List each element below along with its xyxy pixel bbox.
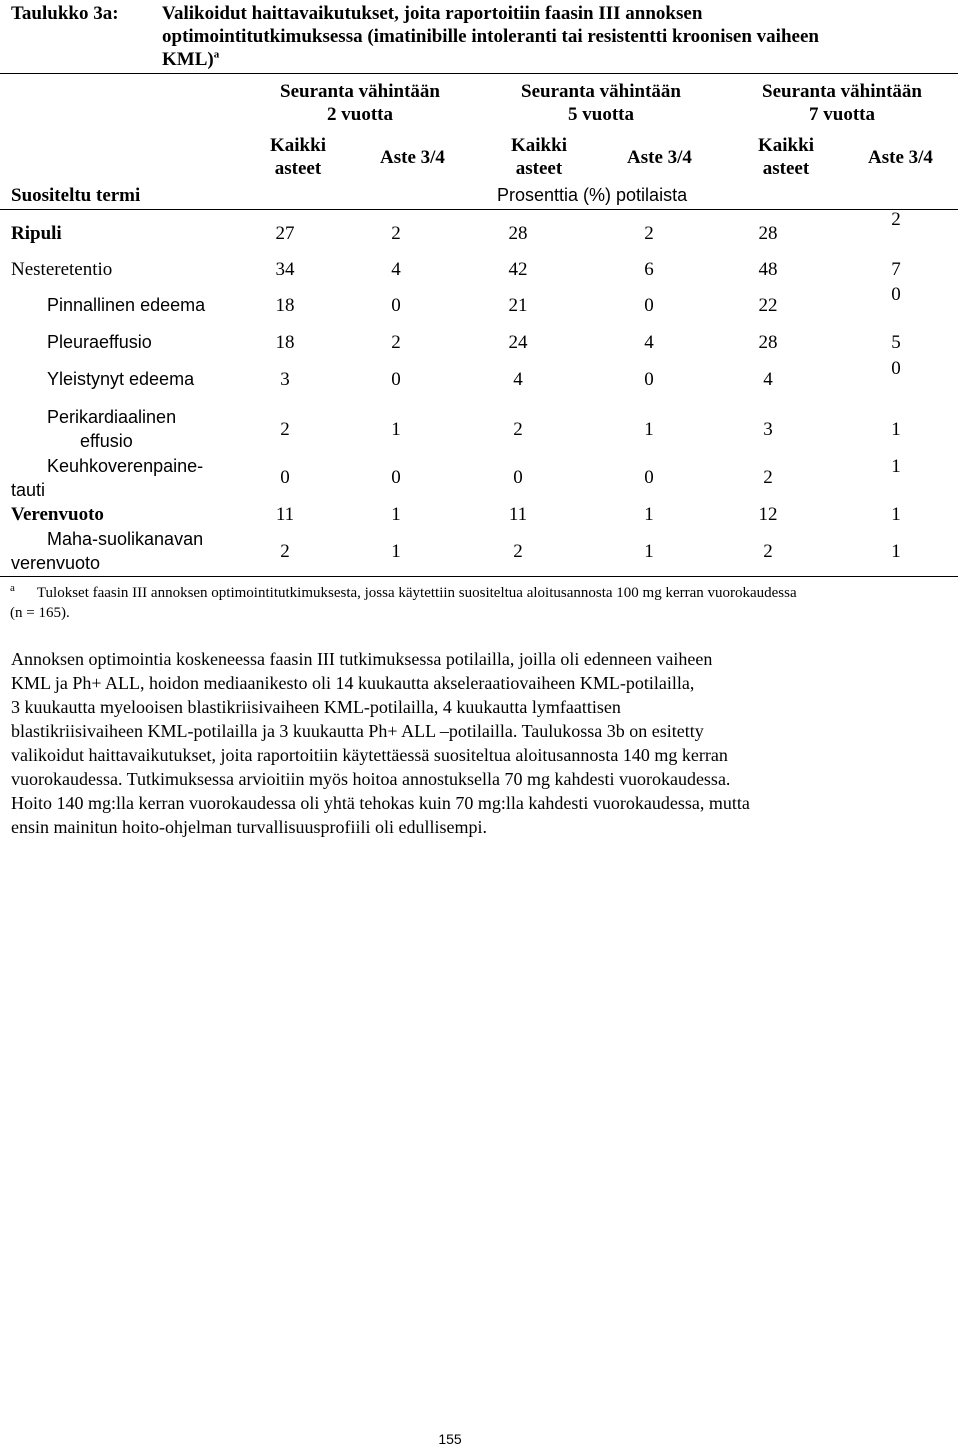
term-column-header: Suositeltu termi	[11, 185, 141, 206]
paragraph-line: vuorokaudessa. Tutkimuksessa arvioitiin myös hoitoa annostuksella 70 mg kahdesti vuorokaudessa.	[11, 769, 731, 789]
table-cell: 1	[644, 541, 654, 562]
paragraph-line: ensin mainitun hoito-ohjelman turvallisuusprofiili oli edullisempi.	[11, 817, 487, 837]
table-caption-line: optimointitutkimuksessa (imatinibille intoleranti tai resistentti kroonisen vaiheen	[162, 26, 819, 47]
table-cell: 0	[391, 467, 401, 488]
table-cell: 1	[391, 541, 401, 562]
table-cell: 48	[758, 259, 778, 280]
table-cell: 6	[644, 259, 654, 280]
row-term: Pleuraeffusio	[47, 332, 152, 352]
table-cell: 4	[763, 369, 773, 390]
table-cell: 2	[391, 332, 401, 353]
table-cell: 21	[508, 295, 528, 316]
table-cell: 2	[763, 541, 773, 562]
footnote-text: (n = 165).	[10, 605, 70, 621]
row-term: tauti	[11, 480, 46, 500]
table-cell: 0	[391, 295, 401, 316]
subheader-grade-3-4: Aste 3/4	[380, 147, 445, 168]
paragraph-line: 3 kuukautta myelooisen blastikriisivaiheen KML-potilailla, 4 kuukautta lymfaattisen	[11, 697, 621, 717]
row-term: effusio	[80, 431, 133, 451]
row-term: Perikardiaalinen	[47, 407, 177, 427]
subheader-all-grades: Kaikki asteet	[758, 135, 814, 179]
row-term: Nesteretentio	[11, 259, 113, 280]
table-cell: 0	[644, 369, 654, 390]
table-cell: 42	[508, 259, 528, 280]
table-cell: 18	[275, 332, 295, 353]
table-cell: 28	[508, 223, 528, 244]
row-term: Pinnallinen edeema	[47, 295, 206, 315]
table-cell: 24	[508, 332, 528, 353]
table-cell: 28	[758, 223, 778, 244]
paragraph-line: valikoidut haittavaikutukset, joita raportoitiin käytettäessä suositeltua aloitusannosta 140 mg kerran	[11, 745, 728, 765]
table-cell: 2	[513, 541, 523, 562]
group-header-7y: Seuranta vähintään 7 vuotta	[762, 81, 922, 125]
table-cell: 1	[891, 541, 901, 562]
table-cell: 2	[763, 467, 773, 488]
group-header-5y: Seuranta vähintään 5 vuotta	[521, 81, 681, 125]
table-cell: 0	[513, 467, 523, 488]
table-cell: 5	[891, 332, 901, 353]
table-cell: 4	[644, 332, 654, 353]
paragraph-line: Annoksen optimointia koskeneessa faasin III tutkimuksessa potilailla, joilla oli edenneen vaiheen	[11, 649, 713, 669]
row-term: Keuhkoverenpaine-	[47, 456, 204, 476]
table-cell: 0	[644, 295, 654, 316]
table-cell: 0	[644, 467, 654, 488]
table-caption-label: Taulukko 3a:	[11, 3, 119, 24]
table-cell: 12	[758, 504, 778, 525]
table-bottom-rule	[0, 576, 958, 577]
subheader-grade-3-4: Aste 3/4	[627, 147, 692, 168]
paragraph-line: Hoito 140 mg:lla kerran vuorokaudessa oli yhtä tehokas kuin 70 mg:lla kahdesti vuorokaudessa, mutta	[11, 793, 750, 813]
table-cell: 11	[508, 504, 528, 525]
subheader-all-grades: Kaikki asteet	[270, 135, 326, 179]
footnote-marker: a	[213, 48, 220, 61]
table-cell: 2	[391, 223, 401, 244]
table-cell: 2	[644, 223, 654, 244]
table-cell: 1	[891, 504, 901, 525]
table-cell: 2	[513, 419, 523, 440]
table-cell: 28	[758, 332, 778, 353]
table-cell: 0	[891, 284, 901, 305]
table-cell: 1	[644, 504, 654, 525]
body-paragraph	[11, 647, 911, 839]
table-cell: 2	[280, 419, 290, 440]
row-term: Yleistynyt edeema	[47, 369, 195, 389]
table-cell: 4	[513, 369, 523, 390]
row-term: verenvuoto	[11, 553, 101, 573]
unit-header: Prosenttia (%) potilaista	[497, 185, 688, 205]
table-cell: 22	[758, 295, 778, 316]
table-cell: 1	[391, 504, 401, 525]
table-caption-line: Valikoidut haittavaikutukset, joita raportoitiin faasin III annoksen	[162, 3, 703, 24]
table-cell: 1	[644, 419, 654, 440]
table-cell: 1	[891, 456, 901, 477]
row-term: Maha-suolikanavan	[47, 529, 204, 549]
table-cell: 0	[891, 358, 901, 379]
footnote-marker: a	[10, 582, 15, 594]
footnote-text: Tulokset faasin III annoksen optimointitutkimuksesta, jossa käytettiin suositeltua aloitusannosta 100 mg kerran vuorokaudessa	[36, 585, 797, 601]
table-cell: 34	[275, 259, 295, 280]
subheader-grade-3-4: Aste 3/4	[868, 147, 933, 168]
table-top-rule	[0, 73, 958, 74]
table-cell: 4	[391, 259, 401, 280]
table-cell: 1	[891, 419, 901, 440]
table-cell: 18	[275, 295, 295, 316]
table-cell: 2	[891, 209, 901, 230]
footnote	[10, 583, 950, 623]
table-cell: 3	[763, 419, 773, 440]
table-cell: 0	[391, 369, 401, 390]
table-cell: 11	[275, 504, 295, 525]
page-number: 155	[438, 1431, 462, 1447]
table-cell: 27	[275, 223, 295, 244]
table-cell: 3	[280, 369, 290, 390]
table-cell: 0	[280, 467, 290, 488]
table-header-rule	[0, 209, 958, 210]
paragraph-line: KML ja Ph+ ALL, hoidon mediaanikesto oli 14 kuukautta akseleraatiovaiheen KML-potilailla,	[11, 673, 695, 693]
row-term: Ripuli	[11, 223, 62, 244]
table-cell: 1	[391, 419, 401, 440]
subheader-all-grades: Kaikki asteet	[511, 135, 567, 179]
paragraph-line: blastikriisivaiheen KML-potilailla ja 3 kuukautta Ph+ ALL –potilailla. Taulukossa 3b on esitetty	[11, 721, 704, 741]
table-cell: 2	[280, 541, 290, 562]
table-caption-line: KML)$^a$	[162, 48, 220, 70]
row-term: Verenvuoto	[11, 504, 104, 525]
table-cell: 7	[891, 259, 901, 280]
group-header-2y: Seuranta vähintään 2 vuotta	[280, 81, 440, 125]
